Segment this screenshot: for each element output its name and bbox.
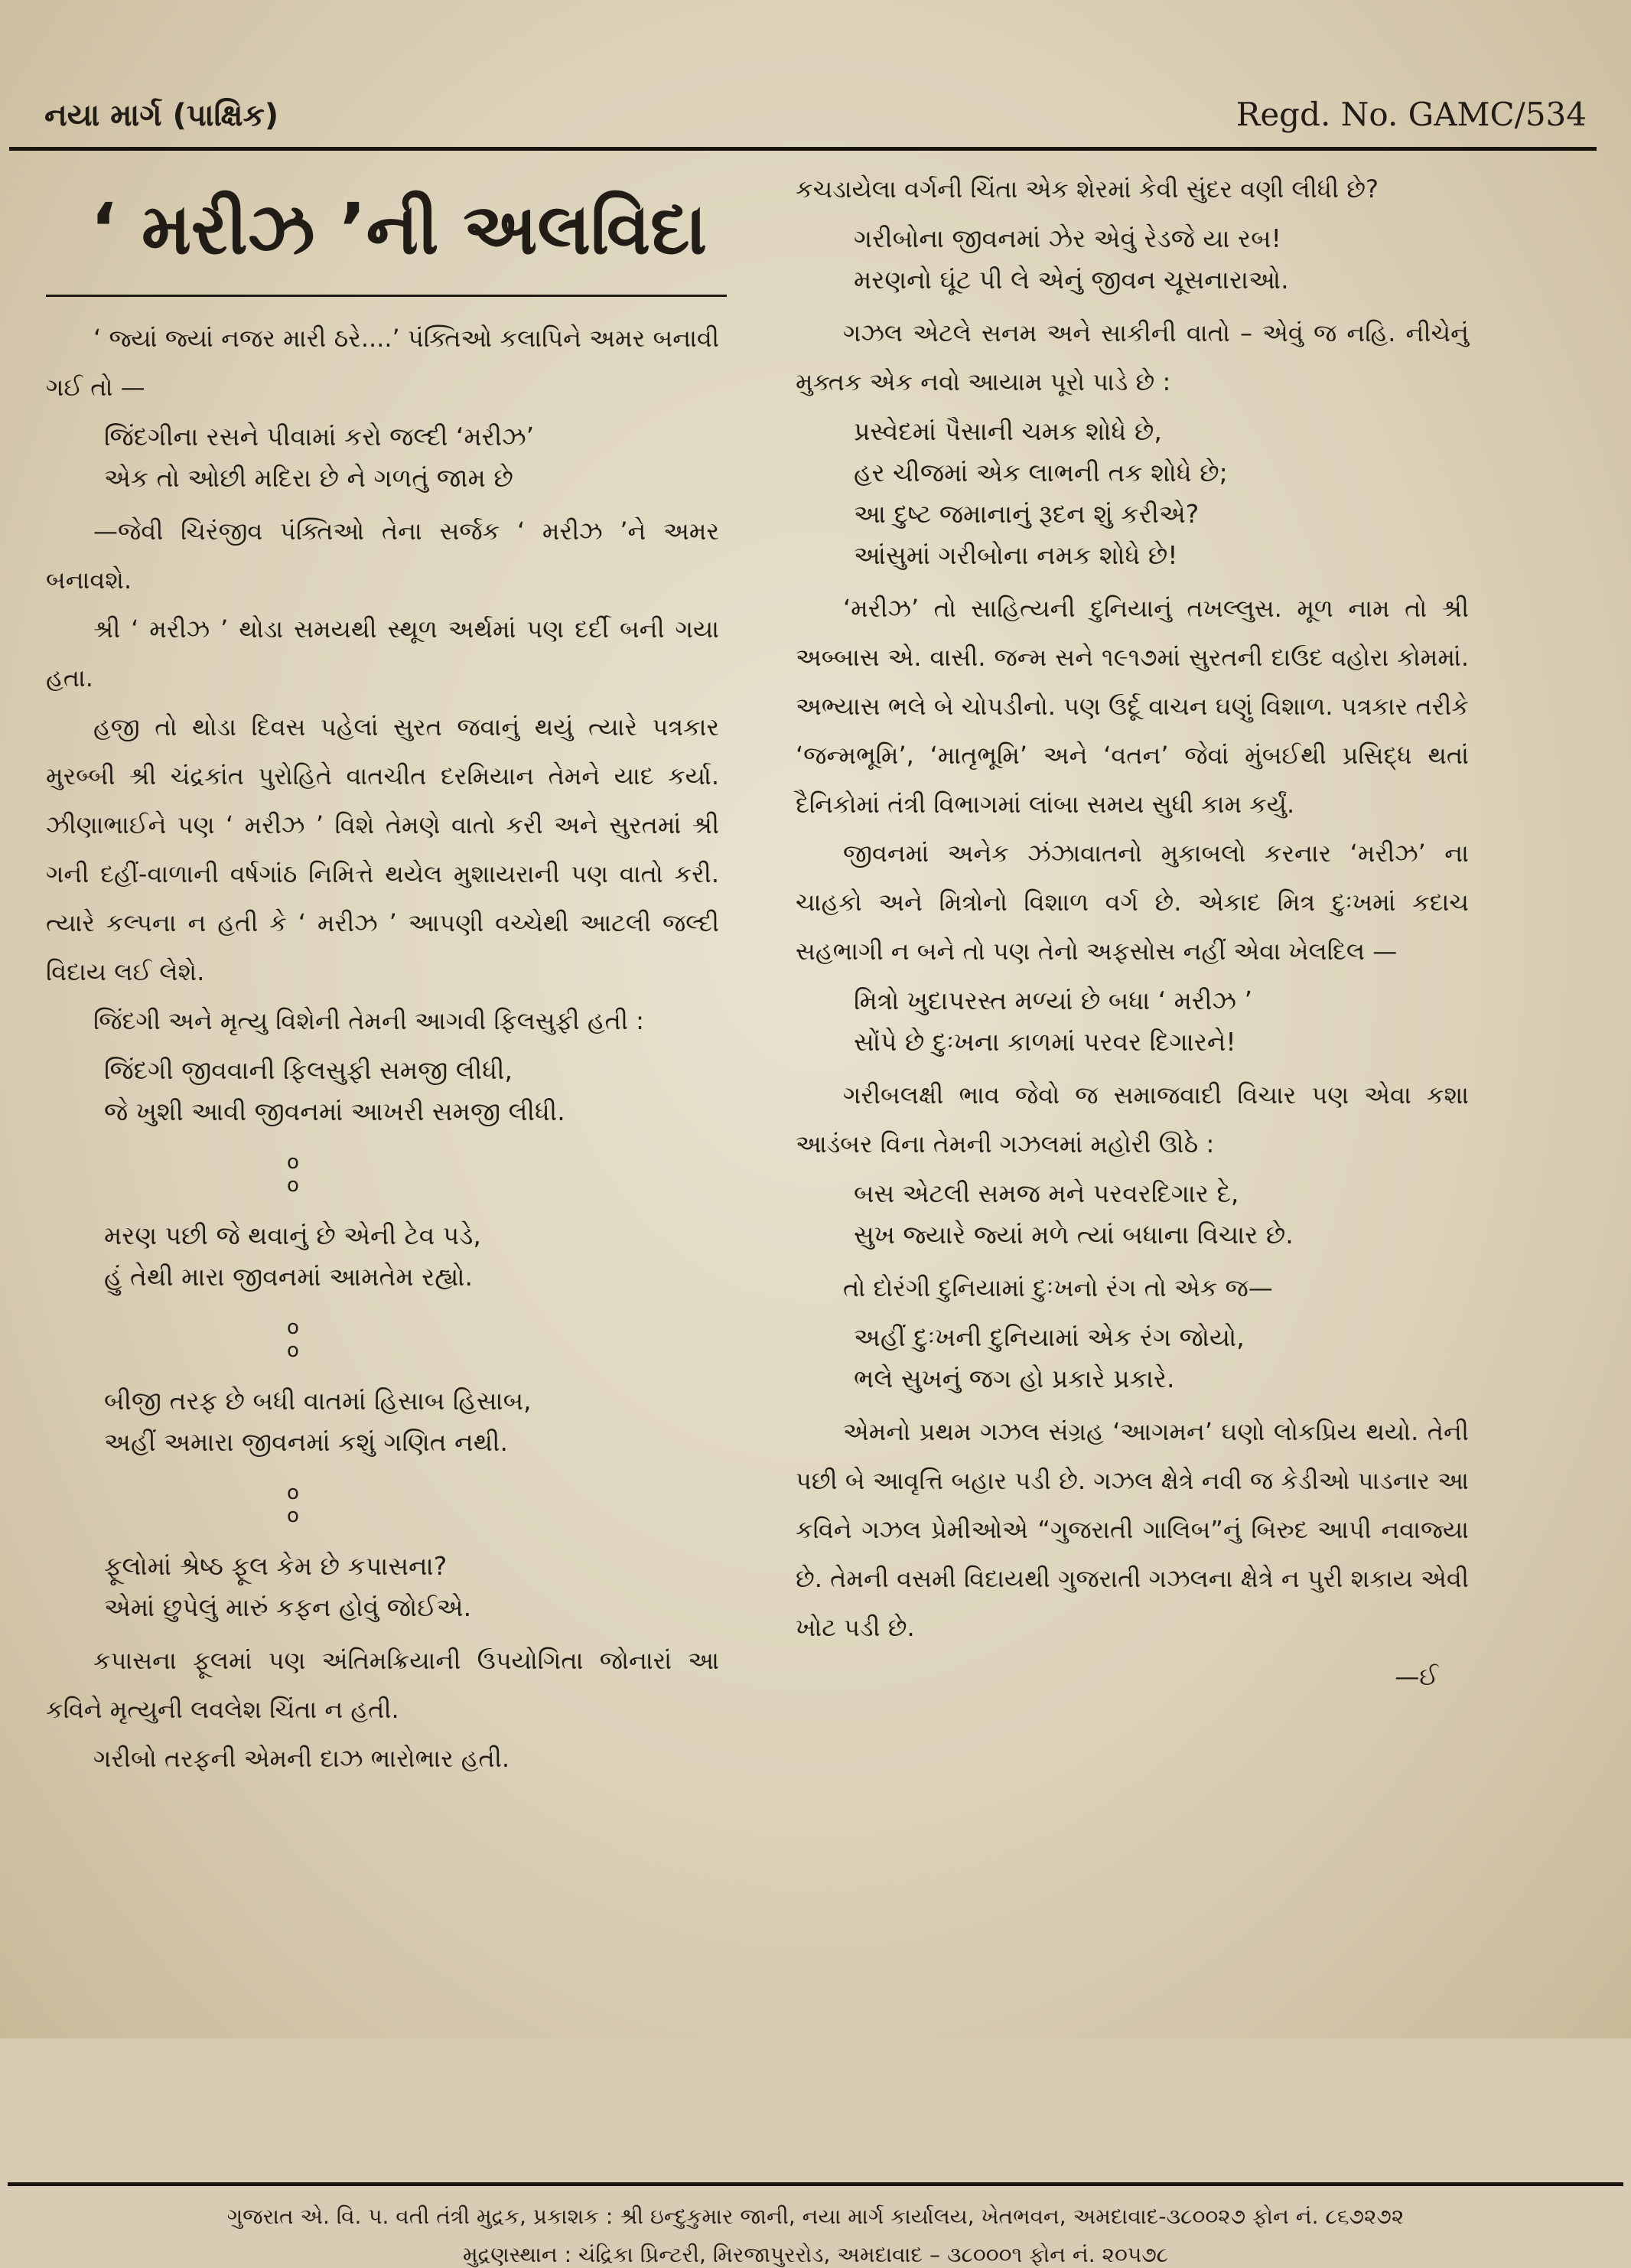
column-separator (765, 153, 767, 2169)
verse-line: જિંદગીના રસને પીવામાં કરો જલ્દી ‘મરીઝ’ (104, 422, 535, 451)
right-column-body (796, 165, 1469, 1701)
verse-line: મરણનો ઘૂંટ પી લે એનું જીવન ચૂસનારાઓ. (854, 265, 1289, 295)
verse-block (854, 1173, 1469, 1256)
paragraph: શ્રી ‘ મરીઝ ’ થોડા સમયથી સ્થૂળ અર્થમાં પણ દર્દી બની ગયા હતા. (46, 614, 719, 692)
verse-block (854, 1317, 1469, 1400)
footer-line-1: ગુજરાત એ. વિ. પ. વતી તંત્રી મુદ્રક, પ્રકાશક : શ્રી ઇન્દુકુમાર જાની, નયા માર્ગ કાર્યાલય, ખેતભવન, અમદાવાદ-૩૮૦૦૨૭ ફોન નં. ૮૬૭૨૭૨ (226, 2204, 1405, 2229)
left-column (46, 165, 719, 1783)
verse-line: ફૂલોમાં શ્રેષ્ઠ ફૂલ કેમ છે કપાસના? (104, 1551, 448, 1581)
footer-line-2: મુદ્રણસ્થાન : ચંદ્રિકા પ્રિન્ટરી, મિરજાપુરરોડ, અમદાવાદ – ૩૮૦૦૦૧ ફોન નં. ૨૦૫૭૮ (462, 2242, 1169, 2267)
verse-line: જિંદગી જીવવાની ફિલસુફી સમજી લીધી, (104, 1055, 513, 1085)
verse-block (854, 980, 1469, 1063)
right-column (796, 165, 1469, 1701)
paragraph: એમનો પ્રથમ ગઝલ સંગ્રહ ‘આગમન’ ઘણો લોકપ્રિય થયો. તેની પછી બે આવૃત્તિ બહાર પડી છે. ગઝલ ક્ષેત્રે નવી જ કેડીઓ પાડનાર આ કવિને ગઝલ પ્રેમીઓએ “ગુજરાતી ગાલિબ”નું બિરુદ આપી નવાજ્યા છે. તેમની વસમી વિદાયથી ગુજરાતી ગઝલના ક્ષેત્રે ન પુરી શકાય એવી ખોટ પડી છે. (796, 1417, 1469, 1642)
paragraph: ‘ જ્યાં જ્યાં નજર મારી ઠરે....’ પંક્તિઓ કલાપિને અમર બનાવી ગઈ તો — (46, 324, 719, 402)
paragraph: કપાસના ફૂલમાં પણ અંતિમક્રિયાની ઉપયોગિતા જોનારાં આ કવિને મૃત્યુની લવલેશ ચિંતા ન હતી. (46, 1646, 719, 1724)
paragraph: જિંદગી અને મૃત્યુ વિશેની તેમની આગવી ફિલસુફી હતી : (93, 1006, 644, 1035)
author-signature: —ઈ (1395, 1662, 1438, 1691)
article-title: ‘ મરીઝ ’ની અલવિદા (90, 188, 708, 270)
verse-block (104, 1050, 719, 1132)
verse-line: મરણ પછી જે થવાનું છે એની ટેવ પડે, (104, 1220, 481, 1250)
verse-block (854, 411, 1469, 576)
paragraph: ‘મરીઝ’ તો સાહિત્યની દુનિયાનું તખલ્લુસ. મૂળ નામ તો શ્રી અબ્બાસ એ. વાસી. જન્મ સને ૧૯૧૭માં સુરતની દાઉદ વહોરા કોમમાં. અભ્યાસ ભલે બે ચોપડીનો. પણ ઉર્દૂ વાચન ઘણું વિશાળ. પત્રકાર તરીકે ‘જન્મભૂમિ’, ‘માતૃભૂમિ’ અને ‘વતન’ જેવાં મુંબઈથી પ્રસિદ્ધ થતાં દૈનિકોમાં તંત્રી વિભાગમાં લાંબા સમય સુધી કામ કર્યું. (796, 594, 1469, 819)
verse-block (104, 1215, 719, 1298)
verse-line: અહીં અમારા જીવનમાં કશું ગણિત નથી. (104, 1427, 508, 1457)
verse-block (104, 1380, 719, 1463)
verse-line: મિત્રો ખુદાપરસ્ત મળ્યાં છે બધા ‘ મરીઝ ’ (854, 986, 1252, 1015)
left-column-body (46, 314, 719, 1783)
paragraph: હજી તો થોડા દિવસ પહેલાં સુરત જવાનું થયું ત્યારે પત્રકાર મુરબ્બી શ્રી ચંદ્રકાંત પુરોહિતે વાતચીત દરમિયાન તેમને યાદ કર્યા. ઝીણાભાઈને પણ ‘ મરીઝ ’ વિશે તેમણે વાતો કરી અને સુરતમાં શ્રી ગની દહીં-વાળાની વર્ષગાંઠ નિમિત્તે થયેલ મુશાયરાની પણ વાતો કરી. ત્યારે કલ્પના ન હતી કે ‘ મરીઝ ’ આપણી વચ્ચેથી આટલી જલ્દી વિદાય લઈ લેશે. (46, 712, 719, 986)
verse-line: સોંપે છે દુઃખના કાળમાં પરવર દિગારને! (854, 1027, 1236, 1057)
paragraph: —જેવી ચિરંજીવ પંક્તિઓ તેના સર્જક ‘ મરીઝ ’ને અમર બનાવશે. (46, 516, 719, 595)
verse-line: અહીં દુઃખની દુનિયામાં એક રંગ જોયો, (854, 1322, 1245, 1352)
verse-line: એમાં છુપેલું મારું કફન હોવું જોઈએ. (104, 1592, 472, 1622)
verse-block (104, 1546, 719, 1628)
verse-line: બસ એટલી સમજ મને પરવરદિગાર દે, (854, 1178, 1239, 1208)
verse-block (104, 416, 719, 499)
footer-rule (8, 2182, 1623, 2186)
verse-line: ભલે સુખનું જગ હો પ્રકારે પ્રકારે. (854, 1364, 1175, 1393)
section-separator: o o (287, 1481, 437, 1527)
title-rule (46, 295, 727, 297)
verse-line: આંસુમાં ગરીબોના નમક શોધે છે! (854, 540, 1178, 570)
verse-line: બીજી તરફ છે બધી વાતમાં હિસાબ હિસાબ, (104, 1386, 532, 1416)
verse-line: પ્રસ્વેદમાં પૈસાની ચમક શોધે છે, (854, 416, 1162, 446)
verse-line: જે ખુશી આવી જીવનમાં આખરી સમજી લીધી. (104, 1097, 565, 1126)
section-separator: o o (287, 1316, 437, 1362)
verse-line: હર ચીજમાં એક લાભની તક શોધે છે; (854, 458, 1228, 487)
registration-number: Regd. No. GAMC/534 (1235, 96, 1587, 133)
verse-line: સુખ જ્યારે જ્યાં મળે ત્યાં બધાના વિચાર છે. (854, 1220, 1294, 1250)
paragraph: ગરીબો તરફની એમની દાઝ ભારોભાર હતી. (93, 1744, 510, 1773)
paragraph: તો દોરંગી દુનિયામાં દુઃખનો રંગ તો એક જ— (843, 1273, 1273, 1302)
paragraph: જીવનમાં અનેક ઝંઝાવાતનો મુકાબલો કરનાર ‘મરીઝ’ ના ચાહકો અને મિત્રોનો વિશાળ વર્ગ છે. એકાદ મિત્ર દુઃખમાં કદાચ સહભાગી ન બને તો પણ તેનો અફસોસ નહીં એવા ખેલદિલ — (796, 839, 1469, 966)
verse-line: એક તો ઓછી મદિરા છે ને ગળતું જામ છે (104, 463, 513, 493)
verse-line: ગરીબોના જીવનમાં ઝેર એવું રેડજે યા રબ! (854, 223, 1281, 253)
paragraph: ગઝલ એટલે સનમ અને સાકીની વાતો – એવું જ નહિ. નીચેનું મુક્તક એક નવો આયામ પૂરો પાડે છે : (796, 318, 1469, 396)
header-rule (9, 147, 1597, 151)
verse-block (854, 218, 1469, 301)
verse-line: હું તેથી મારા જીવનમાં આમતેમ રહ્યો. (104, 1262, 474, 1292)
verse-line: આ દુષ્ટ જમાનાનું રૂદન શું કરીએ? (854, 499, 1200, 529)
paragraph: કચડાયેલા વર્ગની ચિંતા એક શેરમાં કેવી સુંદર વણી લીધી છે? (796, 174, 1379, 204)
section-separator: o o (287, 1151, 437, 1197)
publication-title: નયા માર્ગ (પાક્ષિક) (44, 98, 279, 133)
paragraph: ગરીબલક્ષી ભાવ જેવો જ સમાજવાદી વિચાર પણ એવા કશા આડંબર વિના તેમની ગઝલમાં મહોરી ઊઠે : (796, 1080, 1469, 1158)
